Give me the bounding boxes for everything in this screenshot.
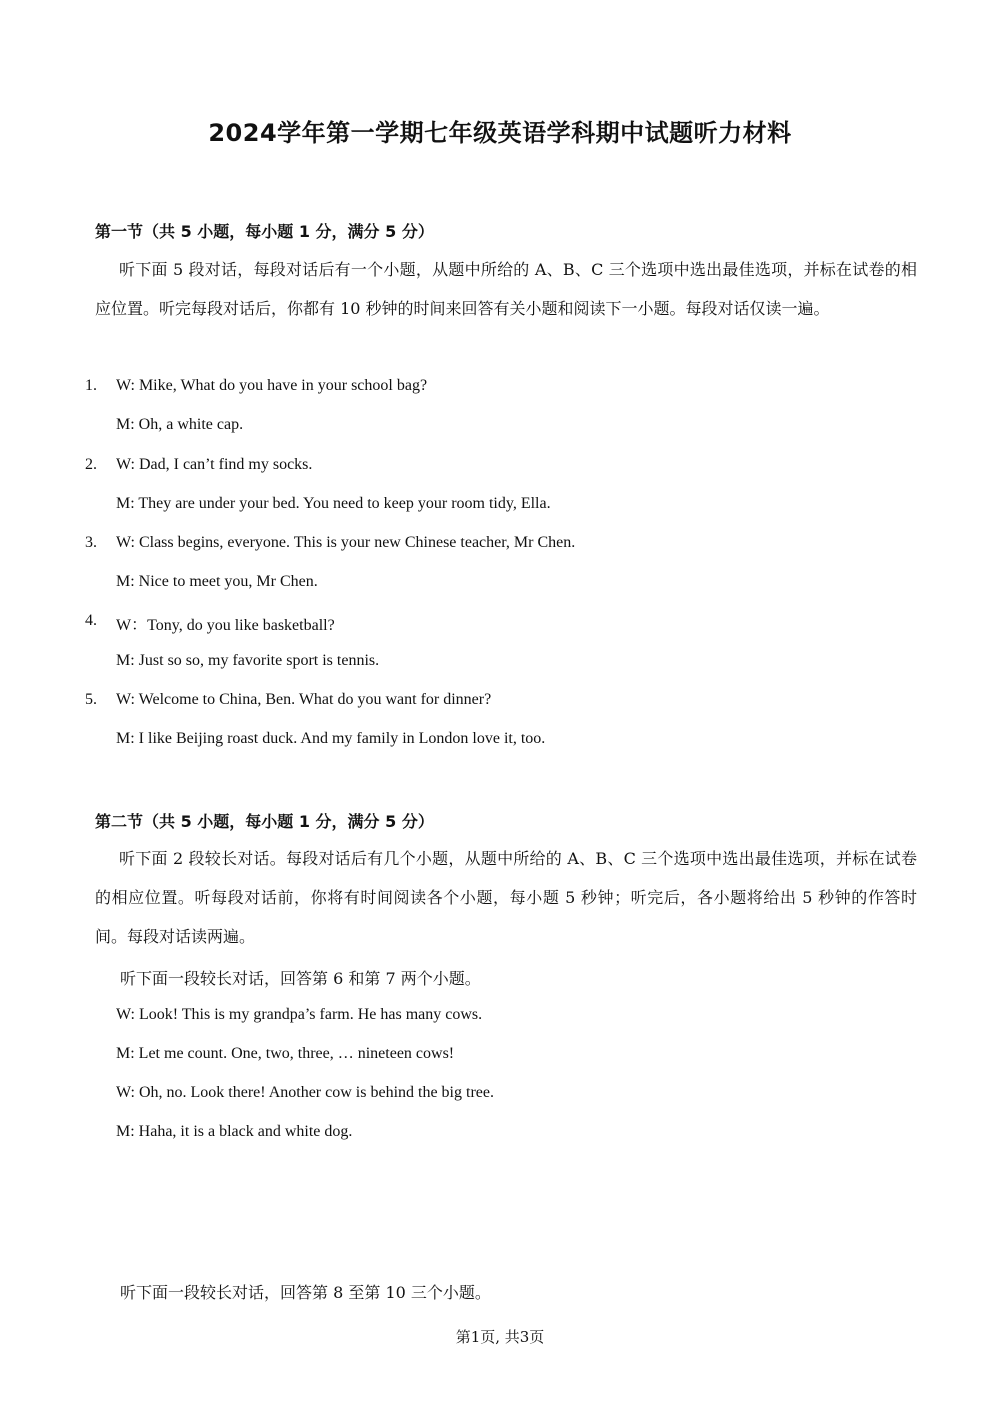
dialogue1-line-2: M: Let me count. One, two, three, … nineteen cows! — [116, 1045, 455, 1062]
section2-instructions: 听下面 2 段较长对话。每段对话后有几个小题，从题中所给的 A、B、C 三个选项中选出最佳选项，并标在试卷的相应位置。听每段对话前，你将有时间阅读各个小题，每小题 5 秒钟；听完后，各小题将给出 5 秒钟的作答时间。每段对话读两遍。 — [95, 849, 917, 946]
item-3-man-line: M: Nice to meet you, Mr Chen. — [116, 573, 318, 590]
dialogue2-intro: 听下面一段较长对话，回答第 8 至第 10 三个小题。 — [120, 1283, 491, 1302]
item-1-number: 1. — [85, 377, 97, 394]
item-2-number: 2. — [85, 456, 97, 473]
page-title: 2024学年第一学期七年级英语学科期中试题听力材料 — [208, 119, 792, 147]
dialogue1-line-1: W: Look! This is my grandpa’s farm. He has many cows. — [116, 1006, 483, 1023]
item-4-woman-line: W：Tony, do you like basketball? — [116, 617, 335, 634]
item-1-woman-line: W: Mike, What do you have in your school bag? — [116, 377, 428, 394]
item-1-man-line: M: Oh, a white cap. — [116, 416, 244, 433]
item-5-man-line: M: I like Beijing roast duck. And my family in London love it, too. — [116, 730, 546, 747]
dialogue1-intro: 听下面一段较长对话，回答第 6 和第 7 两个小题。 — [120, 969, 481, 988]
section2-heading: 第二节（共 5 小题，每小题 1 分，满分 5 分） — [95, 812, 434, 831]
item-3-woman-line: W: Class begins, everyone. This is your new Chinese teacher, Mr Chen. — [116, 534, 576, 551]
section1-instructions: 听下面 5 段对话，每段对话后有一个小题，从题中所给的 A、B、C 三个选项中选出最佳选项，并标在试卷的相应位置。听完每段对话后，你都有 10 秒钟的时间来回答有关小题和阅读下一小题。每段对话仅读一遍。 — [95, 260, 917, 318]
item-3-number: 3. — [85, 534, 97, 551]
dialogue1-line-4: M: Haha, it is a black and white dog. — [116, 1123, 353, 1140]
item-4-man-line: M: Just so so, my favorite sport is tennis. — [116, 652, 380, 669]
item-2-woman-line: W: Dad, I can’t find my socks. — [116, 456, 313, 473]
section1-heading: 第一节（共 5 小题，每小题 1 分，满分 5 分） — [95, 222, 434, 241]
item-2-man-line: M: They are under your bed. You need to keep your room tidy, Ella. — [116, 495, 551, 512]
dialogue1-line-3: W: Oh, no. Look there! Another cow is behind the big tree. — [116, 1084, 494, 1101]
page-number: 第1页, 共3页 — [455, 1328, 545, 1346]
item-5-woman-line: W: Welcome to China, Ben. What do you want for dinner? — [116, 691, 492, 708]
item-5-number: 5. — [85, 691, 97, 708]
item-4-number: 4. — [85, 612, 97, 629]
